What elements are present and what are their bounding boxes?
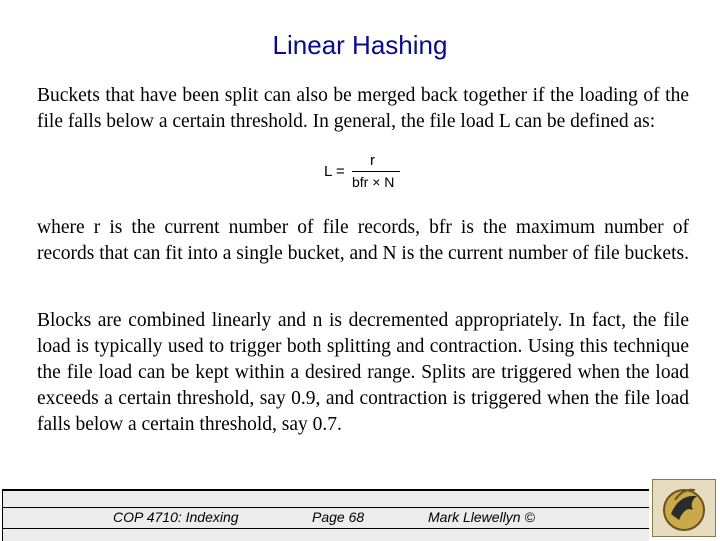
formula-denominator: bfr × N	[352, 174, 395, 190]
load-formula	[322, 150, 412, 194]
footer-divider-bottom	[3, 528, 649, 529]
formula-lhs: L =	[324, 163, 345, 180]
fraction-bar	[352, 171, 400, 172]
ucf-pegasus-logo-icon	[652, 479, 716, 537]
slide-title: Linear Hashing	[272, 30, 448, 60]
paragraph-2: where r is the current number of file records, bfr is the maximum number of records that can fit into a single bucket, and N is the current number of file buckets.	[37, 217, 689, 264]
paragraph-3: Blocks are combined linearly and n is decremented appropriately. In fact, the file load is typically used to trigger both splitting and contraction. Using this technique the file load can be kept within a desired range. Splits are triggered when the load exceeds a certain threshold, say 0.9, and contraction is triggered when the file load falls below a certain threshold, say 0.7.	[37, 310, 689, 435]
footer-page-number: Page 68	[312, 509, 365, 525]
footer-course: COP 4710: Indexing	[113, 509, 239, 525]
footer-divider-top	[3, 507, 649, 508]
formula-numerator: r	[370, 152, 375, 169]
paragraph-1: Buckets that have been split can also be merged back together if the loading of the file falls below a certain threshold. In general, the file load L can be defined as:	[37, 85, 689, 132]
footer-author: Mark Llewellyn ©	[428, 509, 535, 525]
